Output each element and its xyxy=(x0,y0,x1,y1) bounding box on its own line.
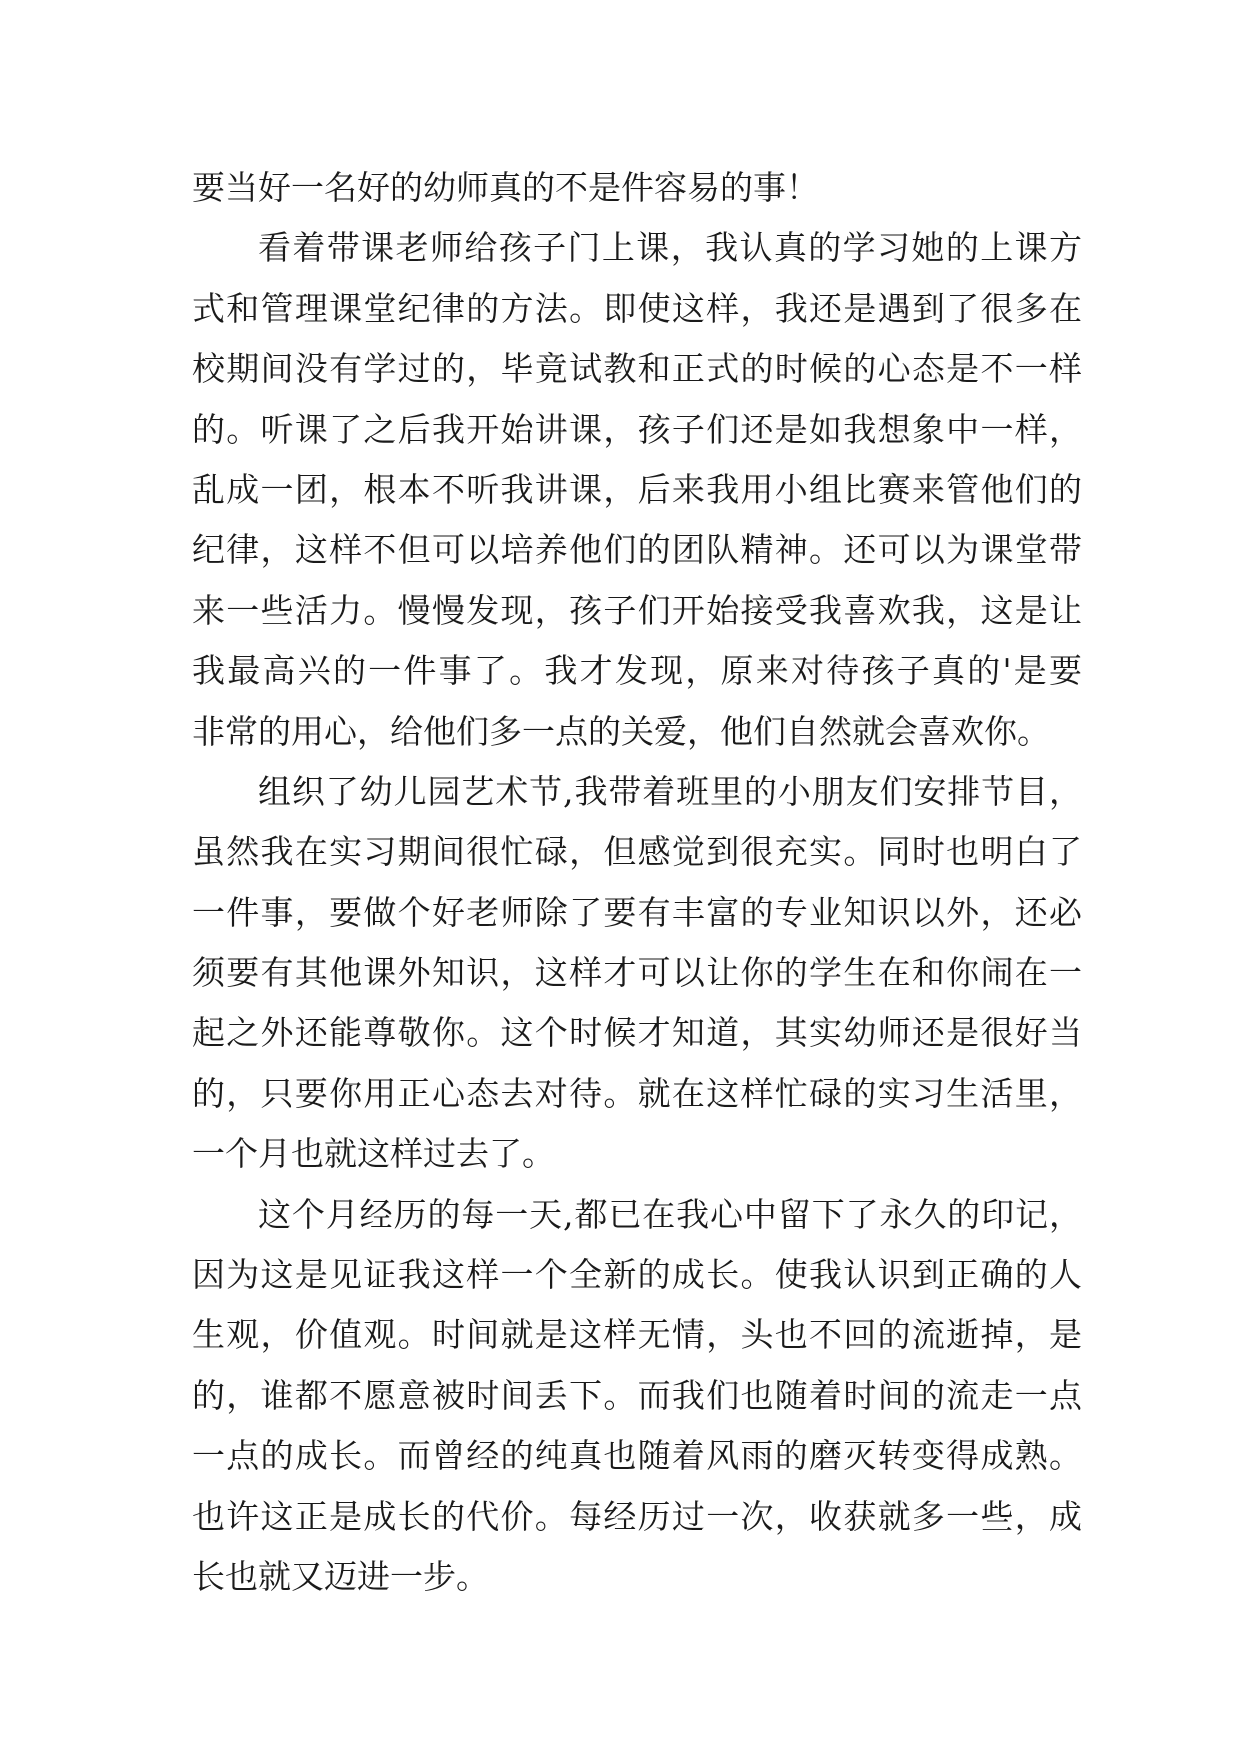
text-line: 一个月也就这样过去了。 xyxy=(192,1134,555,1174)
text-line: 乱成一团，根本不听我讲课，后来我用小组比赛来管他们的 xyxy=(192,469,1082,509)
text-line: 一件事，要做个好老师除了要有丰富的专业知识以外，还必 xyxy=(192,892,1082,932)
text-line: 的。听课了之后我开始讲课，孩子们还是如我想象中一样， xyxy=(192,409,1082,449)
text-line: 组织了幼儿园艺术节,我带着班里的小朋友们安排节目， xyxy=(258,771,1082,811)
text-line: 一点的成长。而曾经的纯真也随着风雨的磨灭转变得成熟。 xyxy=(192,1436,1082,1476)
text-line: 也许这正是成长的代价。每经历过一次，收获就多一些，成 xyxy=(192,1496,1082,1536)
text-line: 来一些活力。慢慢发现，孩子们开始接受我喜欢我，这是让 xyxy=(192,590,1082,630)
text-line: 式和管理课堂纪律的方法。即使这样，我还是遇到了很多在 xyxy=(192,288,1082,328)
text-line: 的，只要你用正心态去对待。就在这样忙碌的实习生活里， xyxy=(192,1073,1082,1113)
text-line: 这个月经历的每一天,都已在我心中留下了永久的印记， xyxy=(258,1194,1082,1234)
text-line: 校期间没有学过的，毕竟试教和正式的时候的心态是不一样 xyxy=(192,349,1082,389)
text-line: 起之外还能尊敬你。这个时候才知道，其实幼师还是很好当 xyxy=(192,1013,1082,1053)
text-line: 生观，价值观。时间就是这样无情，头也不回的流逝掉，是 xyxy=(192,1315,1082,1355)
text-line: 看着带课老师给孩子门上课，我认真的学习她的上课方 xyxy=(258,228,1082,268)
text-line: 要当好一名好的幼师真的不是件容易的事！ xyxy=(192,168,819,207)
text-line: 因为这是见证我这样一个全新的成长。使我认识到正确的人 xyxy=(192,1255,1082,1295)
text-line: 的，谁都不愿意被时间丢下。而我们也随着时间的流走一点 xyxy=(192,1375,1082,1415)
body-text xyxy=(192,158,1082,1607)
text-line: 纪律，这样不但可以培养他们的团队精神。还可以为课堂带 xyxy=(192,530,1082,570)
text-line: 非常的用心，给他们多一点的关爱，他们自然就会喜欢你。 xyxy=(192,711,1050,751)
text-line: 须要有其他课外知识，这样才可以让你的学生在和你闹在一 xyxy=(192,953,1082,993)
text-line: 长也就又迈进一步。 xyxy=(192,1556,489,1596)
text-line: 虽然我在实习期间很忙碌，但感觉到很充实。同时也明白了 xyxy=(192,832,1082,872)
text-line: 我最高兴的一件事了。我才发现，原来对待孩子真的'是要 xyxy=(192,651,1082,691)
